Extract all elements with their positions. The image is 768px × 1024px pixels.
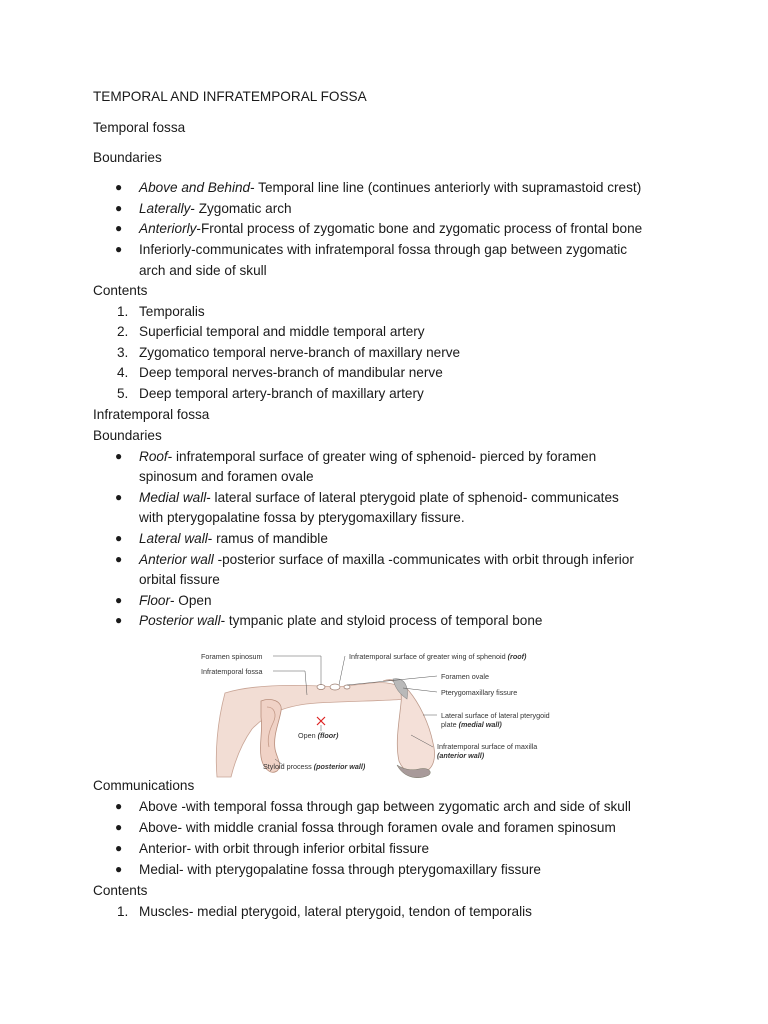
list-number: 2. xyxy=(117,324,129,339)
list-item: Laterally- Zygomatic arch xyxy=(139,201,292,216)
list-item: Floor- Open xyxy=(139,593,212,608)
bullet-icon: ● xyxy=(115,820,123,834)
label-medial-1: Lateral surface of lateral pterygoid xyxy=(441,711,550,720)
list-item: Anterior wall -posterior surface of maxilla -communicates with orbit through inferior xyxy=(139,552,634,567)
list-number: 1. xyxy=(117,904,129,919)
label-anterior-wall: Infratemporal surface of maxilla xyxy=(437,742,538,751)
label-ptm-fissure: Pterygomaxillary fissure xyxy=(441,688,518,697)
list-number: 3. xyxy=(117,345,129,360)
label-infratemporal-fossa: Infratemporal fossa xyxy=(201,667,263,676)
bullet-icon: ● xyxy=(115,531,123,545)
bullet-icon: ● xyxy=(115,593,123,607)
bullet-icon: ● xyxy=(115,449,123,463)
list-item: Inferiorly-communicates with infratemporal fossa through gap between zygomatic xyxy=(139,242,628,257)
label-anterior-tag: (anterior wall) xyxy=(437,751,485,760)
foramen-small-shape xyxy=(344,685,350,689)
bullet-icon: ● xyxy=(115,552,123,566)
temporal-heading: Temporal fossa xyxy=(93,120,186,135)
foramen-ovale-shape xyxy=(330,684,340,690)
list-number: 4. xyxy=(117,365,129,380)
infratemporal-fossa-figure xyxy=(197,643,569,781)
list-item: Roof- infratemporal surface of greater wing of sphenoid- pierced by foramen xyxy=(139,449,597,464)
list-item: Anteriorly-Frontal process of zygomatic bone and zygomatic process of frontal bone xyxy=(139,221,643,236)
list-item-continuation: with pterygopalatine fossa by pterygomaxillary fissure. xyxy=(139,510,465,525)
infratemporal-boundaries-label: Boundaries xyxy=(93,428,162,443)
list-item: Medial- with pterygopalatine fossa through pterygomaxillary fissure xyxy=(139,862,541,877)
list-item: Posterior wall- tympanic plate and styloid process of temporal bone xyxy=(139,613,543,628)
temporal-contents-label: Contents xyxy=(93,283,148,298)
list-item: Anterior- with orbit through inferior orbital fissure xyxy=(139,841,430,856)
label-foramen-ovale: Foramen ovale xyxy=(441,672,489,681)
list-item: Deep temporal artery-branch of maxillary artery xyxy=(139,386,424,401)
bullet-icon: ● xyxy=(115,490,123,504)
communications-heading: Communications xyxy=(93,778,195,793)
foramen-spinosum-shape xyxy=(317,685,325,690)
label-foramen-spinosum: Foramen spinosum xyxy=(201,652,263,661)
label-medial-2: plate (medial wall) xyxy=(441,720,502,729)
bullet-icon: ● xyxy=(115,799,123,813)
bullet-icon: ● xyxy=(115,221,123,235)
list-item-continuation: arch and side of skull xyxy=(139,263,267,278)
list-item: Deep temporal nerves-branch of mandibular nerve xyxy=(139,365,443,380)
list-item: Zygomatico temporal nerve-branch of maxillary nerve xyxy=(139,345,461,360)
bullet-icon: ● xyxy=(115,862,123,876)
list-item: Lateral wall- ramus of mandible xyxy=(139,531,328,546)
list-item-continuation: orbital fissure xyxy=(139,572,220,587)
list-item-continuation: spinosum and foramen ovale xyxy=(139,469,314,484)
list-item: Medial wall- lateral surface of lateral pterygoid plate of sphenoid- communicates xyxy=(139,490,619,505)
temporal-boundaries-label: Boundaries xyxy=(93,150,162,165)
page-title: TEMPORAL AND INFRATEMPORAL FOSSA xyxy=(93,89,367,104)
bullet-icon: ● xyxy=(115,180,123,194)
label-styloid: Styloid process (posterior wall) xyxy=(263,762,366,771)
label-roof: Infratemporal surface of greater wing of sphenoid (roof) xyxy=(349,652,527,661)
list-item: Above- with middle cranial fossa through foramen ovale and foramen spinosum xyxy=(139,820,616,835)
label-open-floor: Open (floor) xyxy=(298,731,339,740)
list-number: 5. xyxy=(117,386,129,401)
list-item: Temporalis xyxy=(139,304,205,319)
bullet-icon: ● xyxy=(115,242,123,256)
list-item: Muscles- medial pterygoid, lateral pterygoid, tendon of temporalis xyxy=(139,904,532,919)
list-number: 1. xyxy=(117,304,129,319)
list-item: Above -with temporal fossa through gap between zygomatic arch and side of skull xyxy=(139,799,631,814)
bullet-icon: ● xyxy=(115,201,123,215)
bullet-icon: ● xyxy=(115,613,123,627)
list-item: Above and Behind- Temporal line line (continues anteriorly with supramastoid crest) xyxy=(139,180,642,195)
list-item: Superficial temporal and middle temporal artery xyxy=(139,324,425,339)
contents-heading: Contents xyxy=(93,883,148,898)
infratemporal-heading: Infratemporal fossa xyxy=(93,407,210,422)
bullet-icon: ● xyxy=(115,841,123,855)
